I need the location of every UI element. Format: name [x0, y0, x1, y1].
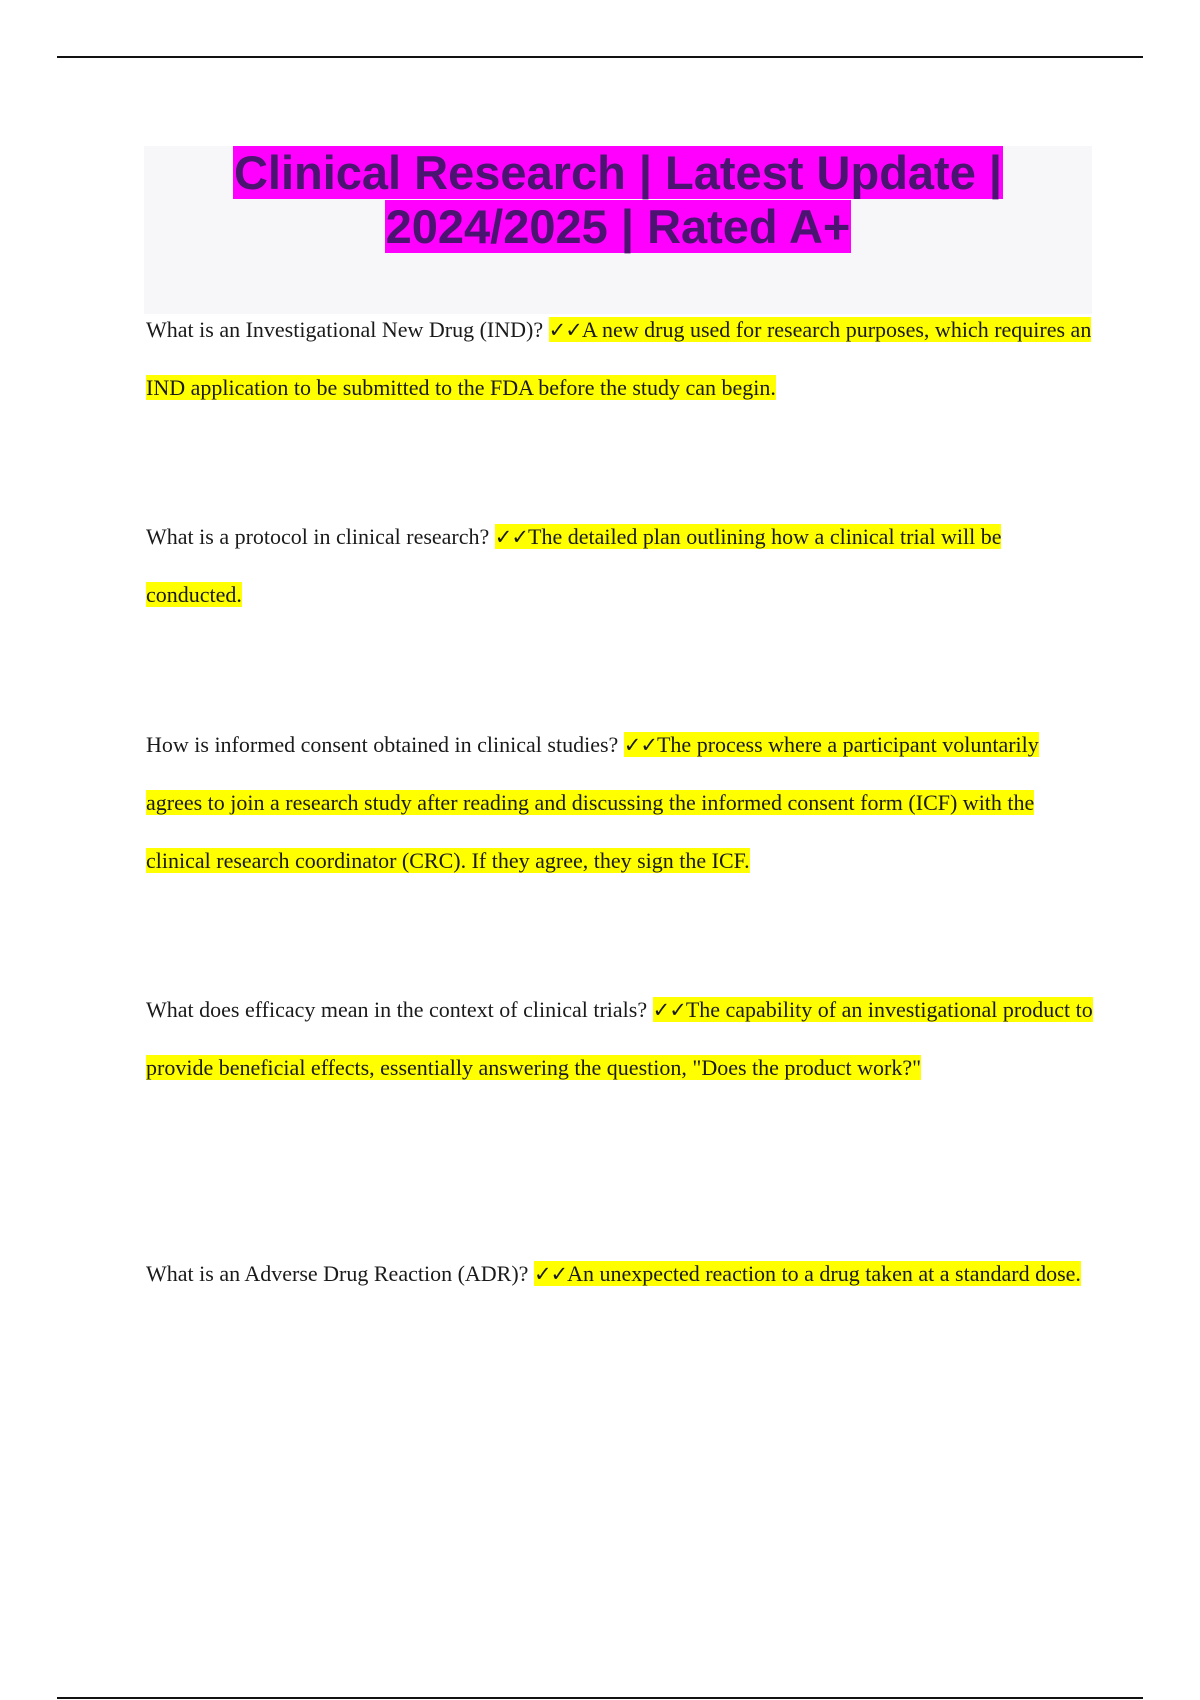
answer-text: The detailed plan outlining how a clinical trial will be conducted.: [146, 524, 1002, 607]
question-text: What is an Investigational New Drug (IND)?: [146, 317, 549, 342]
double-check-icon: ✓✓: [548, 318, 582, 342]
double-check-icon: ✓✓: [652, 998, 686, 1022]
double-check-icon: ✓✓: [623, 733, 657, 757]
qa-item: [146, 508, 1096, 624]
answer-text: A new drug used for research purposes, which requires an IND application to be submitted to the FDA before the study can begin.: [146, 317, 1092, 400]
question-text: What does efficacy mean in the context of clinical trials?: [146, 997, 653, 1022]
qa-item: [146, 981, 1096, 1097]
answer-highlight: [534, 1261, 1081, 1286]
answer-text: The capability of an investigational product to provide beneficial effects, essentially answering the question, "Does the product work?": [146, 997, 1093, 1080]
double-check-icon: ✓✓: [533, 1262, 568, 1286]
bottom-rule: [57, 1697, 1143, 1699]
qa-item: [146, 716, 1096, 890]
question-text: What is an Adverse Drug Reaction (ADR)?: [146, 1261, 534, 1286]
top-rule: [57, 56, 1143, 58]
document-title-text: Clinical Research | Latest Update | 2024/2025 | Rated A+: [233, 146, 1003, 253]
question-text: What is a protocol in clinical research?: [146, 524, 495, 549]
qa-item: [146, 1245, 1096, 1303]
answer-text: An unexpected reaction to a drug taken at a standard dose.: [567, 1261, 1081, 1286]
qa-item: [146, 301, 1096, 417]
title-banner: [144, 146, 1092, 314]
double-check-icon: ✓✓: [494, 525, 528, 549]
answer-text: The process where a participant voluntarily agrees to join a research study after reading and discussing the informed consent form (ICF) with the clinical research coordinator (CRC). If they agree, they sign the ICF.: [146, 732, 1039, 873]
document-title: [144, 146, 1092, 254]
question-text: How is informed consent obtained in clinical studies?: [146, 732, 624, 757]
